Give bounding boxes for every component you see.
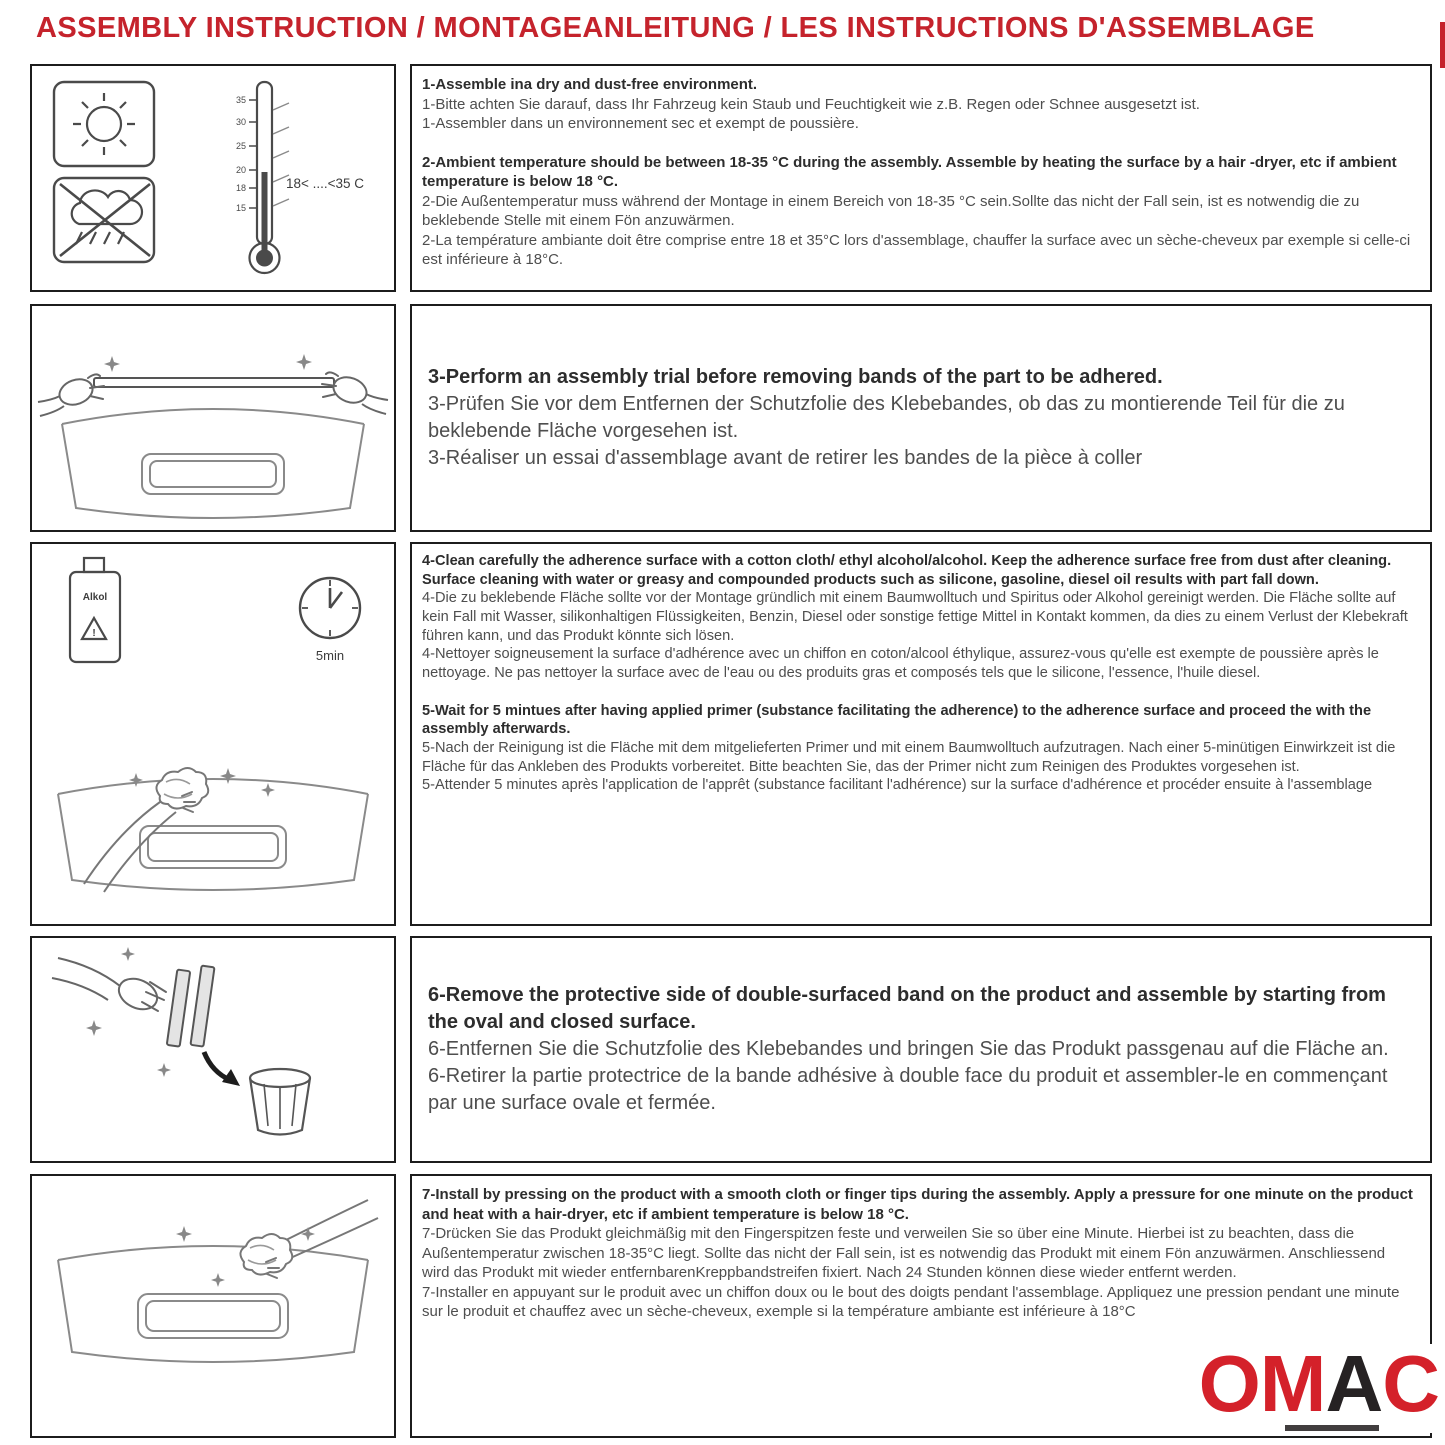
step6-illustration-box [30, 936, 396, 1163]
warning-exclamation: ! [92, 628, 96, 639]
thermometer-icon [236, 82, 289, 273]
sparkle-icon [129, 773, 143, 787]
svg-text:30: 30 [235, 117, 246, 127]
instruction-fr: 4-Nettoyer soigneusement la surface d'adhérence avec un chiffon en coton/alcool éthylique, assurez-vous qu'elle est exempte de poussière après le nettoyage. Ne pas nettoyer la surface avec de l'eau ou des produits gras et composés tels que le silicone, l'essence, l'huile diesel. [422, 646, 1379, 682]
trash-can-icon [250, 1069, 310, 1135]
alcohol-bottle-icon [70, 558, 120, 662]
step3-text-box [410, 304, 1432, 532]
pressing-icon [32, 1176, 394, 1436]
instruction-en: 7-Install by pressing on the product with a smooth cloth or finger tips during the assembly. Apply a pressure for one minute on the product and heat with a hair-dryer, etc if ambient temperature is below 18 °C. [422, 1186, 1413, 1223]
instruction-de: 2-Die Außentemperatur muss während der Montage in einem Bereich von 18-35 °C sein.Sollte das nicht der Fall sein, ist es notwendig die zu beklebende Stelle mit einem Fön anzuwärmen. [422, 192, 1360, 229]
svg-text:25: 25 [235, 141, 246, 151]
omac-logo [1187, 1339, 1443, 1433]
step3-illustration-box [30, 304, 396, 532]
sun-icon [73, 93, 135, 155]
page-title: ASSEMBLY INSTRUCTION / MONTAGEANLEITUNG / LES INSTRUCTIONS D'ASSEMBLAGE [36, 12, 1315, 44]
sparkle-icon [296, 354, 312, 370]
arrow-icon [204, 1052, 230, 1080]
trunk-surface [58, 779, 368, 890]
logo-letters-om: OM [1198, 1339, 1326, 1428]
instruction-de: 3-Prüfen Sie vor dem Entfernen der Schutzfolie des Klebebandes, ob das zu montierende Teil für die zu beklebende Fläche vorgesehen ist. [428, 392, 1345, 442]
instruction-en: 3-Perform an assembly trial before removing bands of the part to be adhered. [428, 365, 1163, 388]
page-edge-mark [1440, 22, 1445, 68]
protective-strips [167, 966, 215, 1047]
sparkle-icon [301, 1227, 315, 1241]
svg-text:15: 15 [235, 203, 246, 213]
instruction-fr: 7-Installer en appuyant sur le produit avec un chiffon doux ou le bout des doigts pendant l'assemblage. Appliquez une pression pendant une minute sur le produit et chauffez avec un sèche-cheveux, exemple si la température ambiante est inférieure à 18°C [422, 1283, 1400, 1320]
bottle-label: Alkol [82, 592, 108, 603]
instruction-fr: 1-Assembler dans un environnement sec et exempt de poussière. [422, 115, 859, 132]
sparkle-icon [261, 783, 275, 797]
step4-illustration-box [30, 542, 396, 926]
svg-text:20: 20 [235, 165, 246, 175]
sparkle-icon [157, 1063, 171, 1077]
temperature-range-label: 18< ....<35 C [286, 176, 365, 191]
step1-text-box [410, 64, 1432, 292]
instruction-fr: 5-Attender 5 minutes après l'application de l'apprêt (substance facilitant l'adhérence) sur la surface d'adhérence et procéder ensuite à l'assemblage [422, 777, 1373, 794]
instruction-en: 2-Ambient temperature should be between 18-35 °C during the assembly. Assemble by heating the surface by a hair -dryer, etc if ambient temperature is below 18 °C. [422, 153, 1397, 190]
cleaning-icon [32, 544, 394, 924]
sparkle-icon [104, 356, 120, 372]
instruction-en: 6-Remove the protective side of double-surfaced band on the product and assemble by starting from the oval and closed surface. [428, 983, 1386, 1033]
instruction-de: 7-Drücken Sie das Produkt gleichmäßig mit den Fingerspitzen feste und verweilen Sie so über eine Minute. Hierbei ist zu beachten, dass die Außentemperatur zwischen 18-35°C liegt. Sollte das nicht der Fall sein, ist es notwendig das Produkt mit einem Fön anzuwärmen. Anschliessend wird das Produkt mit wieder entfernbarenKreppbandstreifen fixiert. Nach 24 Stunden können diese wieder entfernt werden. [422, 1225, 1386, 1281]
logo-letter-c: C [1382, 1339, 1439, 1428]
instruction-fr: 6-Retirer la partie protectrice de la bande adhésive à double face du produit et assembler-le en commençant par une surface ovale et fermée. [428, 1065, 1388, 1115]
sparkle-icon [176, 1226, 192, 1242]
logo-letter-a: A [1325, 1339, 1383, 1428]
instruction-fr: 3-Réaliser un essai d'assemblage avant de retirer les bandes de la pièce à coller [428, 447, 1143, 470]
step1-illustration-box [30, 64, 396, 292]
instruction-de: 4-Die zu beklebende Fläche sollte vor der Montage gründlich mit einem Baumwolltuch und Spiritus oder Alkohol gereinigt werden. Die Fläche sollte auf kein Fall mit Wasser, silikonhaltigen Flüssigkeiten, Benzin, Diesel oder sonstige fettige Mittel in Kontakt kommen, da dies zu einem Verlust der Klebekraft führen kann, und das Produkt könnte sich lösen. [422, 590, 1408, 644]
step4-text-box [410, 542, 1432, 926]
svg-text:18: 18 [235, 183, 246, 193]
no-rain-icon [60, 184, 150, 256]
hands-holding-band-icon [32, 306, 394, 530]
step7-illustration-box [30, 1174, 396, 1438]
sparkle-icon [121, 947, 135, 961]
sparkle-icon [86, 1020, 102, 1036]
clock-icon [300, 578, 360, 638]
instruction-de: 6-Entfernen Sie die Schutzfolie des Klebebandes und bringen Sie das Produkt passgenau auf die Fläche an. [428, 1037, 1389, 1060]
step6-text-box [410, 936, 1432, 1163]
band-removal-icon [32, 938, 394, 1161]
sparkle-icon [211, 1273, 225, 1287]
environment-temperature-icon [32, 66, 394, 290]
trunk-surface [58, 1246, 368, 1362]
pressing-hand-icon [240, 1200, 378, 1278]
sparkle-icon [220, 768, 236, 784]
instruction-en: 5-Wait for 5 mintues after having applied primer (substance facilitating the adherence) to the adherence surface and proceed the with the assembly afterwards. [422, 702, 1372, 738]
trim-band [94, 378, 334, 387]
pulling-hand-icon [52, 958, 166, 1015]
svg-text:35: 35 [235, 95, 246, 105]
instruction-de: 1-Bitte achten Sie darauf, dass Ihr Fahrzeug kein Staub und Feuchtigkeit wie z.B. Regen oder Schnee ausgesetzt ist. [422, 95, 1200, 113]
instruction-de: 5-Nach der Reinigung ist die Fläche mit dem mitgelieferten Primer und mit einem Baumwolltuch aufzutragen. Nach einer 5-minütigen Einwirkzeit ist die Fläche für das Ankleben des Produkts vorbereitet. Bitte beachten Sie, das der Primer nicht zum Reinigen des Produktes vorgesehen ist. [422, 740, 1396, 775]
instruction-fr: 2-La température ambiante doit être comprise entre 18 et 35°C lors d'assemblage, chauffer la surface avec un sèche-cheveux par exemple si celle-ci est inférieure à 18°C. [422, 231, 1411, 268]
instruction-en: 4-Clean carefully the adherence surface with a cotton cloth/ ethyl alcohol/alcohol. Keep the adherence surface free from dust after cleaning. Surface cleaning with water or greasy and compounded products such as silicone, gasoline, diesel oil results with part fall down. [422, 553, 1392, 588]
instruction-en: 1-Assemble ina dry and dust-free environment. [422, 76, 758, 93]
clock-label: 5min [315, 648, 345, 663]
